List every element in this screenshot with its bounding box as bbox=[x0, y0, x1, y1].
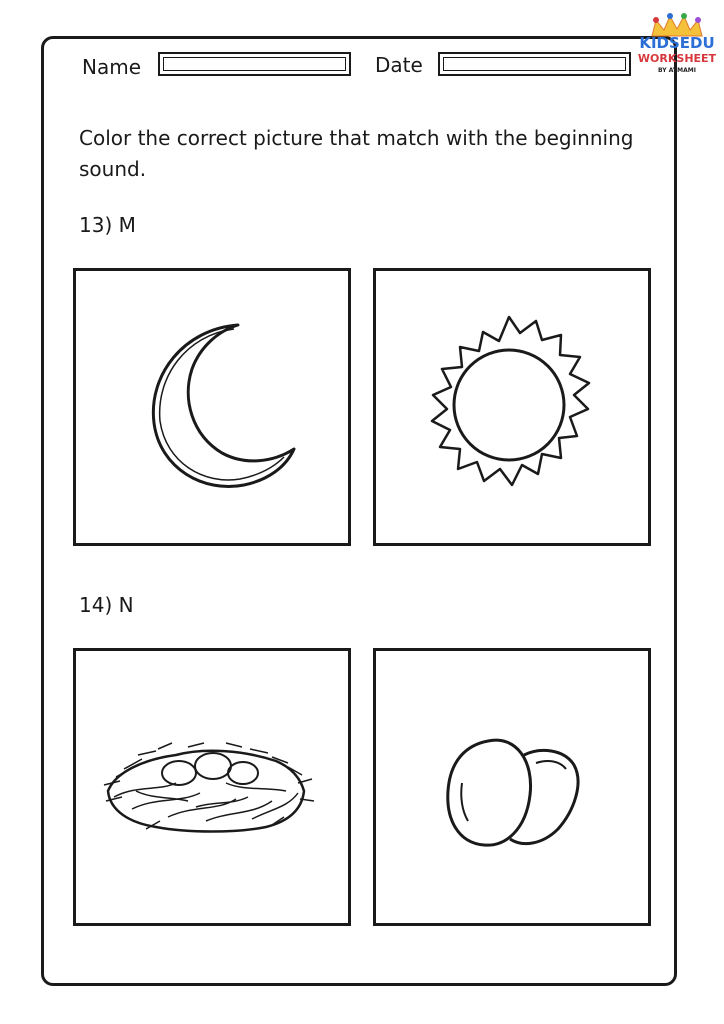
name-label: Name bbox=[82, 55, 142, 79]
option-moon[interactable] bbox=[73, 268, 351, 546]
date-label: Date bbox=[375, 53, 423, 77]
name-field[interactable] bbox=[158, 52, 351, 76]
kidsedu-logo bbox=[634, 12, 720, 86]
moon-icon bbox=[76, 271, 348, 543]
option-eggs[interactable] bbox=[373, 648, 651, 926]
option-nest[interactable] bbox=[73, 648, 351, 926]
question-13-label: 13) M bbox=[79, 213, 136, 237]
logo-text-byline: BY AYMAMI bbox=[658, 67, 696, 74]
option-sun[interactable] bbox=[373, 268, 651, 546]
date-field[interactable] bbox=[438, 52, 631, 76]
logo-text-worksheet: WORKSHEET bbox=[637, 52, 717, 65]
sun-icon bbox=[376, 271, 648, 543]
eggs-icon bbox=[376, 651, 648, 923]
instruction-text: Color the correct picture that match with the beginning sound. bbox=[79, 126, 634, 181]
nest-icon bbox=[76, 651, 348, 923]
logo-text-kidsedu: KIDSEDU bbox=[639, 34, 715, 52]
question-14-label: 14) N bbox=[79, 593, 134, 617]
